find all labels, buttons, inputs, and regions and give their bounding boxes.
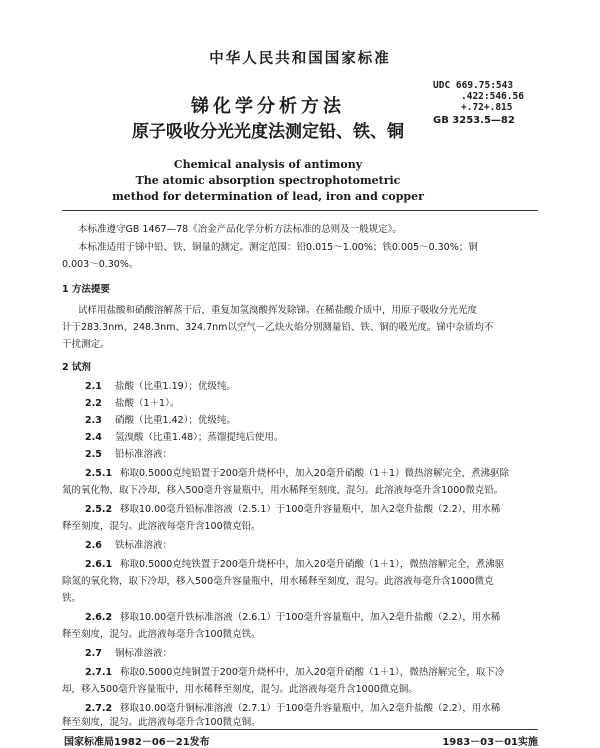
title-en-line1: Chemical analysis of antimony [173,158,363,171]
issue-date: 国家标准局1982－06－21发布 [64,737,210,748]
paragraph-line [85,465,509,479]
list-item [85,378,236,392]
intro-line: 本标准适用于锑中铅、铁、铜量的测定。测定范围：铅0.015～1.00%；铁0.005～0.30%；铜 [78,242,478,253]
top-divider [62,210,538,211]
item-number: 2.7 [85,648,102,659]
paragraph-line: 干扰测定。 [62,339,110,350]
list-item [85,412,236,426]
item-number: 2.6 [85,540,102,551]
paragraph-line [85,556,504,570]
item-text: 称取0.5000克纯铁置于200毫升烧杯中，加入20毫升硝酸（1＋1），微热溶解完全，煮沸驱 [120,559,505,570]
item-number: 2.4 [85,432,102,443]
intro-line: 本标准遵守GB 1467—78《冶金产品化学分析方法标准的总则及一般规定》。 [78,224,402,235]
section-heading: 2 试剂 [62,362,91,373]
paragraph-line: 氮的氧化物，取下冷却，移入500毫升容量瓶中，用水稀释至刻度，混匀。此溶液每毫升含1000微克铅。 [62,485,504,496]
paragraph-line: 释至刻度，混匀。此溶液每毫升含100微克铜。 [62,717,261,728]
item-text: 铜标准溶液： [115,648,173,659]
item-number: 2.5 [85,449,102,460]
title-zh-line2: 原子吸收分光光度法测定铅、铁、铜 [132,122,404,142]
item-number: 2.7.1 [85,667,113,678]
title-zh-line1: 锑化学分析方法 [191,96,345,117]
udc-line: UDC 669.75:543 [433,80,514,91]
item-number: 2.2 [85,398,102,409]
item-text: 称取0.5000克纯铅置于200毫升烧杯中，加入20毫升硝酸（1＋1）微热溶解完全，煮沸驱除 [120,468,510,479]
item-text: 硝酸（比重1.42）；优级纯。 [115,415,236,426]
section-heading: 1 方法提要 [62,284,110,295]
item-number: 2.5.1 [85,468,113,479]
list-item [85,446,172,460]
paragraph-line [85,664,504,678]
paragraph-line: 释至刻度，混匀。此溶液每毫升含100微克铅。 [62,521,261,532]
item-text: 移取10.00毫升铜标准溶液（2.7.1）于100毫升容量瓶中，加入2毫升盐酸（2.2），用水稀 [120,703,501,714]
item-text: 铅标准溶液： [115,449,173,460]
item-number: 2.1 [85,381,102,392]
list-item [85,395,179,409]
paragraph-line: 除氮的氧化物，取下冷却，移入500毫升容量瓶中，用水稀释至刻度，混匀。此溶液每毫升含1000微克 [62,576,494,587]
item-text: 移取10.00毫升铅标准溶液（2.5.1）于100毫升容量瓶中，加入2毫升盐酸（2.2），用水稀 [120,504,501,515]
list-item [85,537,172,551]
gb-number: GB 3253.5—82 [433,115,515,126]
udc-line: .422:546.56 [461,91,524,102]
paragraph-line [85,609,500,623]
list-item [85,645,172,659]
paragraph-line: 释至刻度，混匀。此溶液每毫升含100微克铁。 [62,629,261,640]
bottom-divider [62,729,538,730]
paragraph-line: 却，移入500毫升容量瓶中，用水稀释至刻度，混匀。此溶液每毫升含1000微克铜。 [62,684,418,695]
title-en-line2: The atomic absorption spectrophotometric [135,174,401,187]
item-number: 2.7.2 [85,703,113,714]
udc-line: +.72+.815 [461,102,513,113]
item-text: 氢溴酸（比重1.48）；蒸馏提纯后使用。 [115,432,284,443]
item-text: 铁标准溶液： [115,540,173,551]
effective-date: 1983－03－01实施 [442,737,538,748]
item-text: 盐酸（1＋1）。 [115,398,180,409]
item-number: 2.6.1 [85,559,113,570]
title-en-line3: method for determination of lead, iron and copper [112,190,424,203]
item-number: 2.6.2 [85,612,113,623]
list-item [85,429,283,443]
paragraph-line: 铁。 [62,593,82,604]
paragraph-line [85,501,500,515]
paragraph-line: 试样用盐酸和硝酸溶解蒸干后，重复加氢溴酸挥发除锑。在稀盐酸介质中，用原子吸收分光光度 [78,305,478,316]
standard-title: 中华人民共和国国家标准 [209,51,391,67]
intro-line: 0.003～0.30%。 [62,259,139,270]
item-number: 2.3 [85,415,102,426]
paragraph-line [85,700,500,714]
paragraph-line: 计于283.3nm、248.3nm、324.7nm以空气－乙炔火焰分别测量铅、铁、铜的吸光度。锑中杂质均不 [62,322,494,333]
item-text: 移取10.00毫升铁标准溶液（2.6.1）于100毫升容量瓶中，加入2毫升盐酸（2.2），用水稀 [120,612,501,623]
item-text: 盐酸（比重1.19）；优级纯。 [115,381,236,392]
item-text: 称取0.5000克纯铜置于200毫升烧杯中，加入20毫升硝酸（1＋1），微热溶解完全，取下冷 [120,667,505,678]
item-number: 2.5.2 [85,504,113,515]
